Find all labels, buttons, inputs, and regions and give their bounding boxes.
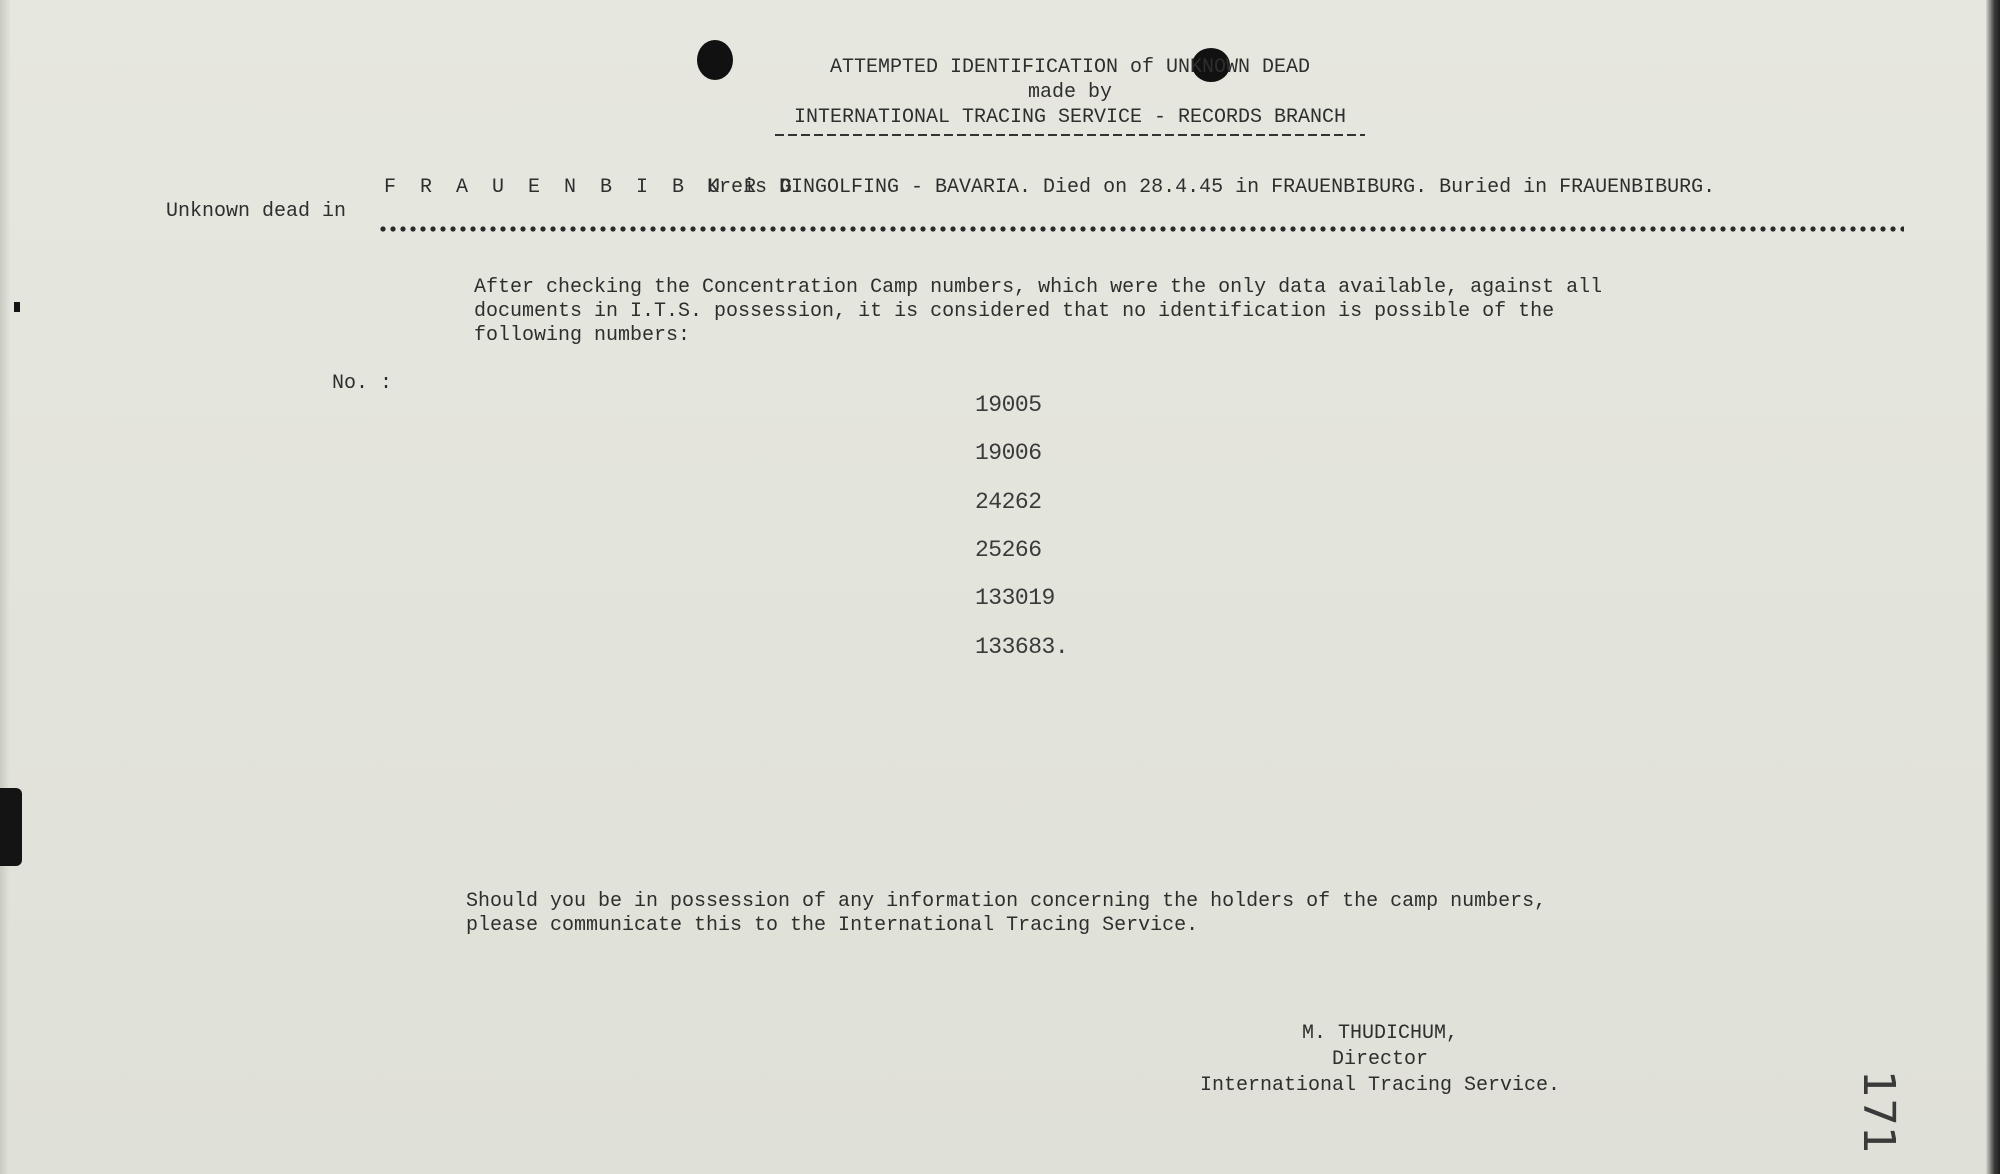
body-line-1: After checking the Concentration Camp numbers, which were the only data available, against all xyxy=(474,276,1603,299)
camp-number: 25266 xyxy=(975,537,1042,563)
body-line-3: following numbers: xyxy=(474,324,691,347)
signature-name: M. THUDICHUM, xyxy=(1301,1022,1459,1045)
margin-mark xyxy=(14,302,20,312)
camp-number: 133019 xyxy=(975,585,1055,611)
camp-number: 24262 xyxy=(975,489,1042,515)
request-line-1: Should you be in possession of any information concerning the holders of the camp numbers, xyxy=(466,890,1547,913)
request-line-2: please communicate this to the International Tracing Service. xyxy=(466,914,1199,937)
torn-edge-mark xyxy=(0,788,22,866)
signature-title: Director xyxy=(1331,1048,1428,1071)
camp-number: 19006 xyxy=(975,440,1042,466)
body-line-2: documents in I.T.S. possession, it is considered that no identification is possible of the xyxy=(474,300,1555,323)
header-dashed-rule xyxy=(775,134,1365,136)
signature-organization: International Tracing Service. xyxy=(1199,1074,1561,1097)
paper-left-edge xyxy=(0,0,10,1174)
page-number-stamp: 171 xyxy=(1853,1070,1904,1154)
made-by-line: made by xyxy=(1027,81,1112,104)
location-label: Unknown dead in xyxy=(166,200,347,223)
camp-number: 133683. xyxy=(975,634,1069,660)
dotted-fill-line xyxy=(378,226,1904,232)
paper-right-edge xyxy=(1986,0,2000,1174)
document-title: ATTEMPTED IDENTIFICATION of UNKNOWN DEAD xyxy=(829,56,1311,79)
location-name: F R A U E N B I B U R G xyxy=(384,176,799,199)
number-label: No. : xyxy=(332,372,393,395)
camp-number: 19005 xyxy=(975,392,1042,418)
organization-line: INTERNATIONAL TRACING SERVICE - RECORDS BRANCH xyxy=(793,106,1347,129)
location-details: Kreis DINGOLFING - BAVARIA. Died on 28.4.45 in FRAUENBIBURG. Buried in FRAUENBIBURG. xyxy=(707,176,1716,199)
